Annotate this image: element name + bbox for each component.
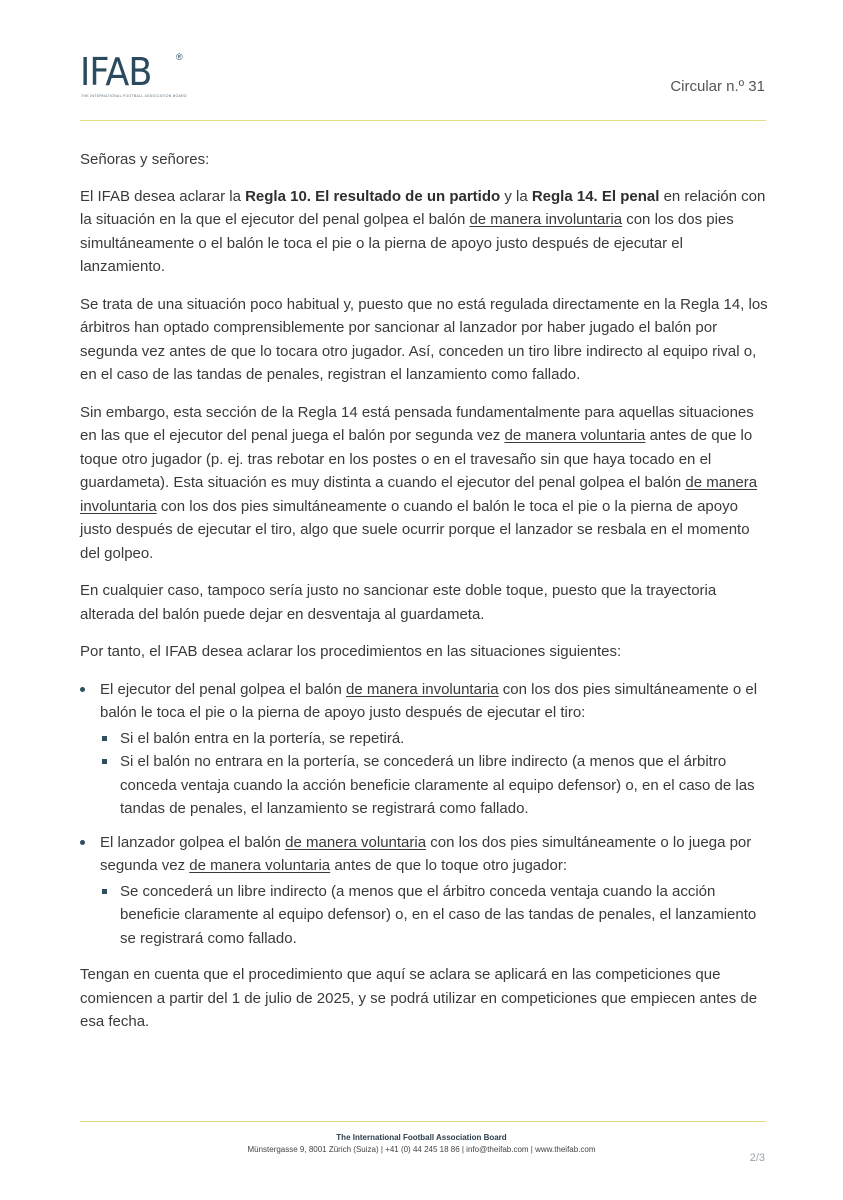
footer-address: Münstergasse 9, 8001 Zürich (Suiza) | +41 (0) 44 245 18 86 | info@theifab.com | www.theifab.com <box>247 1145 596 1154</box>
registered-mark: ® <box>176 52 183 62</box>
logo-tagline: THE INTERNATIONAL FOOTBALL ASSOCIATION BOARD <box>81 94 187 98</box>
ifab-logo <box>80 52 190 102</box>
underlined-phrase: de manera voluntaria <box>285 833 427 851</box>
underlined-phrase: de manera voluntaria <box>504 427 646 444</box>
underlined-phrase: de manera involuntaria <box>469 211 623 228</box>
footer-organization: The International Football Association Board <box>336 1133 507 1142</box>
underlined-phrase: de manera involuntaria <box>346 680 499 698</box>
sub-list-item: Si el balón entra en la portería, se repetirá. <box>100 727 770 751</box>
page-number: 2/3 <box>749 1152 765 1164</box>
footer-divider <box>80 1121 766 1122</box>
footer <box>0 1133 843 1154</box>
paragraph-3 <box>80 401 770 566</box>
rule-14-reference: Regla 14. El penal <box>531 187 660 205</box>
p1-text-a: El IFAB desea aclarar la <box>80 187 246 205</box>
underlined-phrase: de manera involuntaria <box>80 474 758 515</box>
paragraph-6: Tengan en cuenta que el procedimiento que aquí se aclara se aplicará en las competiciones que comiencen a partir del 1 de julio de 2025, y se podrá utilizar en competiciones que empiecen antes de esa fecha. <box>80 966 758 1030</box>
paragraph-5: Por tanto, el IFAB desea aclarar los procedimientos en las situaciones siguientes: <box>80 643 622 660</box>
b2-text-c: con los dos pies simultáneamente o lo juega por segunda vez <box>100 833 752 874</box>
letter-body <box>80 148 770 1048</box>
p1-text-c: y la <box>500 187 532 205</box>
p1-text-g: con los dos pies simultáneamente o el balón le toca el pie o la pierna de apoyo justo después de ejecutar el lanzamiento. <box>80 211 734 275</box>
p3-text-c: antes de que lo toque otro jugador (p. ej. tras rebotar en los postes o en el travesaño sin que haya tocado en el guardameta). Esta situación es muy distinta a cuando el ejecutor del penal golpea el balón <box>80 427 753 491</box>
circular-number: Circular n.º 31 <box>670 78 765 95</box>
paragraph-2: Se trata de una situación poco habitual y, puesto que no está regulada directamente en la Regla 14, los árbitros han optado comprensiblemente por sancionar al lanzador por haber jugado el balón por segunda vez antes de que lo tocara otro jugador. Así, conceden un tiro libre indirecto al equipo rival o, en el caso de las tandas de penales, registran el lanzamiento como fallado. <box>80 295 768 383</box>
sub-list-item: Se concederá un libre indirecto (a menos que el árbitro conceda ventaja cuando la acción beneficie claramente al equipo defensor) o, en el caso de las tandas de penales, el lanzamiento se registrará como fallado. <box>100 880 770 951</box>
b1-text-a: El ejecutor del penal golpea el balón <box>100 680 347 698</box>
sub-list <box>100 880 770 951</box>
paragraph-4: En cualquier caso, tampoco sería justo no sancionar este doble toque, puesto que la trayectoria alterada del balón puede dejar en desventaja al guardameta. <box>80 582 717 623</box>
list-item <box>80 678 770 821</box>
paragraph-1 <box>80 185 770 279</box>
rule-10-reference: Regla 10. El resultado de un partido <box>245 187 501 205</box>
b2-text-a: El lanzador golpea el balón <box>100 833 286 851</box>
p3-text-a: Sin embargo, esta sección de la Regla 14 está pensada fundamentalmente para aquellas situaciones en las que el ejecutor del penal juega el balón por segunda vez <box>80 403 754 444</box>
underlined-phrase: de manera voluntaria <box>189 857 331 874</box>
list-item <box>80 831 770 951</box>
p3-text-e: con los dos pies simultáneamente o cuando el balón le toca el pie o la pierna de apoyo justo después de ejecutar el tiro, algo que suele ocurrir porque el lanzador se resbala en el momento del golpeo. <box>80 497 750 562</box>
sub-list <box>100 727 770 821</box>
header-divider <box>80 120 766 121</box>
procedures-list <box>80 678 770 951</box>
p1-text-e: en relación con la situación en la que el ejecutor del penal golpea el balón <box>80 187 766 228</box>
sub-list-item: Si el balón no entrara en la portería, se concederá un libre indirecto (a menos que el árbitro conceda ventaja cuando la acción beneficie claramente al equipo defensor) o, en el caso de las tandas de penales, el lanzamiento se registrará como fallado. <box>100 750 770 821</box>
b2-text-e: antes de que lo toque otro jugador: <box>330 857 567 874</box>
b1-text-c: con los dos pies simultáneamente o el balón le toca el pie o la pierna de apoyo justo después de ejecutar el tiro: <box>100 680 758 721</box>
greeting: Señoras y señores: <box>80 151 210 168</box>
logo-wordmark: IFAB <box>80 50 152 94</box>
